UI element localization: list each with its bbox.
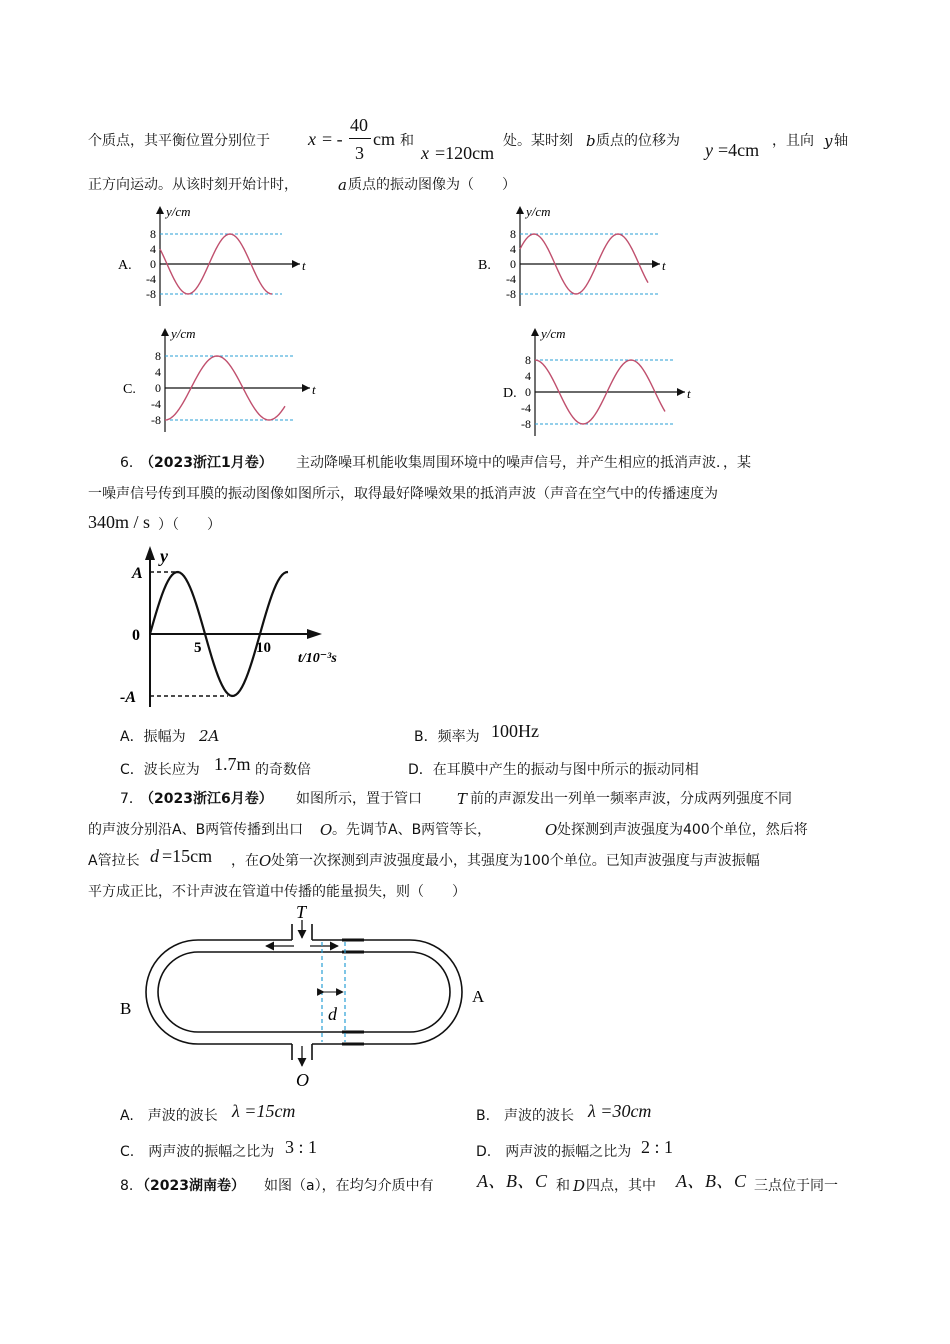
t-label: t: [302, 258, 306, 273]
q5-b-label: b: [586, 132, 596, 150]
tick-label: -4: [506, 272, 516, 286]
q5-y-val: =4cm: [718, 140, 760, 160]
q6-option-d[interactable]: D．在耳膜中产生的振动与图中所示的振动同相: [408, 762, 699, 778]
q6-line3-tail: ）（ ）: [158, 517, 221, 533]
tick-label: 4: [150, 242, 156, 256]
tick-label: -4: [146, 272, 156, 286]
q7-O3: O: [259, 852, 272, 870]
q7-line2b: 。先调节A、B两管等长，: [332, 822, 492, 838]
q7-line4: 平方成正比，不计声波在管道中传播的能量损失，则（ ）: [88, 884, 466, 900]
q5-y-axis: y: [824, 132, 833, 150]
pipe-diagram: [110, 900, 510, 1090]
q6-speed: 340m / s: [88, 512, 151, 532]
q5-x1-eq: = -: [322, 129, 343, 149]
q6-source: （2023浙江1月卷）: [140, 455, 273, 471]
tick-label: 8: [150, 227, 156, 241]
q6-option-b[interactable]: B．频率为: [414, 729, 480, 745]
tick-label: 0: [510, 257, 516, 271]
label-d: d: [328, 1004, 337, 1024]
q7-line3b: ，在: [231, 853, 259, 869]
option-b-graph: [470, 200, 670, 310]
q7-option-d[interactable]: D. 两声波的振幅之比为: [476, 1144, 632, 1160]
q8-line1c: 三点位于同一: [754, 1178, 838, 1194]
tick-label: 0: [525, 385, 531, 399]
q7-O: O: [320, 821, 333, 839]
fraction-bar: [349, 138, 371, 139]
q8-D: D: [573, 1177, 586, 1195]
q6-line1: 主动降噪耳机能收集周围环境中的噪声信号，并产生相应的抵消声波．，某: [296, 455, 751, 471]
y-label: y/cm: [541, 326, 566, 341]
t-axis-arrow: [307, 629, 322, 639]
q5-text-line1b: 处。某时刻: [503, 133, 573, 149]
y-axis-arrow: [161, 328, 169, 336]
q8-number: 8.: [120, 1178, 134, 1194]
q7-line1a: 如图所示，置于管口: [296, 791, 422, 807]
q5-text-line1e: 轴: [834, 133, 848, 149]
tick-label: -8: [151, 413, 161, 427]
q7-number: 7．: [120, 791, 143, 807]
q5-text-line1a: 个质点，其平衡位置分别位于: [88, 133, 270, 149]
label-O: O: [296, 1070, 309, 1090]
q7-O2: O: [545, 821, 558, 839]
q7-T: T: [457, 790, 468, 808]
q6-option-c-tail: 的奇数倍: [255, 762, 311, 778]
q8-line1a: 如图（a），在均匀介质中有: [264, 1178, 434, 1194]
option-d-graph: [495, 322, 715, 437]
tick-label: 8: [155, 349, 161, 363]
tick-label: 4: [155, 365, 161, 379]
neg-amplitude-label: -A: [120, 689, 136, 706]
q5-frac-num: 40: [350, 115, 368, 135]
q7-option-c-value: 3 : 1: [285, 1137, 318, 1157]
q7-option-b-value: λ =30cm: [588, 1101, 652, 1121]
t5-label: 5: [194, 640, 202, 656]
q7-option-a-value: λ =15cm: [232, 1101, 296, 1121]
q5-and: 和: [400, 133, 414, 149]
q8-points-2: A、B、C: [676, 1171, 746, 1191]
tick-label: -4: [521, 401, 531, 415]
y-axis-arrow: [531, 328, 539, 336]
q7-line2a: 的声波分别沿A、B两管传播到出口: [88, 822, 304, 838]
q7-line3a: A管拉长: [88, 853, 140, 869]
tick-label: -4: [151, 397, 161, 411]
outer-pipe-wall: [146, 940, 292, 1044]
tick-label: 8: [510, 227, 516, 241]
y-label: y/cm: [171, 326, 196, 341]
q7-option-d-value: 2 : 1: [641, 1137, 674, 1157]
tick-label: -8: [506, 287, 516, 301]
q6-number: 6．: [120, 455, 143, 471]
t-label: t: [312, 382, 316, 397]
y-label: y: [160, 546, 168, 566]
label-B: B: [120, 999, 132, 1018]
q6-option-a-value: 2A: [199, 727, 220, 745]
label-A: A: [472, 987, 485, 1006]
y-axis-arrow: [145, 546, 155, 560]
q5-text-line1d: ，且向: [772, 133, 814, 149]
y-label: y/cm: [166, 204, 191, 219]
q8-and: 和: [556, 1178, 570, 1194]
q5-unit-cm: cm: [373, 129, 395, 149]
q8-line1b: 四点，其中: [586, 1178, 656, 1194]
q5-text-line2a: 正方向运动。从该时刻开始计时，: [88, 177, 298, 193]
q7-line3c: 处第一次探测到声波强度最小，其强度为100个单位。已知声波强度与声波振幅: [271, 853, 760, 869]
option-c-graph: [115, 322, 335, 437]
y-axis-arrow: [156, 206, 164, 214]
t-axis-arrow: [302, 384, 310, 392]
q7-d-val: =15cm: [162, 846, 213, 866]
q8-points-1: A、B、C: [477, 1171, 547, 1191]
t-axis-arrow: [652, 260, 660, 268]
t-axis-arrow: [292, 260, 300, 268]
tick-label: 0: [155, 381, 161, 395]
q5-x1-var: x: [308, 129, 316, 149]
t-axis-arrow: [677, 388, 685, 396]
q6-option-b-value: 100Hz: [491, 721, 539, 741]
q7-d-var: d: [150, 846, 159, 866]
q7-option-c[interactable]: C. 两声波的振幅之比为: [120, 1144, 275, 1160]
q7-option-a[interactable]: A. 声波的波长: [120, 1108, 218, 1124]
option-a-graph: [110, 200, 310, 310]
q5-text-line1c: 质点的位移为: [596, 133, 680, 149]
q5-x2-val: =120cm: [435, 143, 495, 163]
tick-label: 4: [510, 242, 516, 256]
q7-option-b[interactable]: B. 声波的波长: [476, 1108, 575, 1124]
q6-line2: 一噪声信号传到耳膜的振动图像如图所示，取得最好降噪效果的抵消声波（声音在空气中的传播速度为: [88, 486, 718, 502]
q7-line1b: 前的声源发出一列单一频率声波，分成两列强度不同: [470, 791, 792, 807]
y-label: y/cm: [526, 204, 551, 219]
tick-label: 4: [525, 369, 531, 383]
t-label: t: [687, 386, 691, 401]
option-label: B.: [478, 258, 491, 273]
q5-text-line2b: 质点的振动图像为（ ）: [348, 177, 516, 193]
tick-label: 0: [150, 257, 156, 271]
q7-line2c: 处探测到声波强度为400个单位，然后将: [557, 822, 808, 838]
option-label: A.: [118, 258, 132, 273]
origin-label: 0: [132, 627, 140, 644]
q5-frac-den: 3: [355, 143, 364, 163]
t-unit-label: t/10⁻³s: [298, 651, 337, 666]
t10-label: 10: [256, 640, 271, 656]
q7-source: （2023浙江6月卷）: [140, 791, 273, 807]
q5-y-var: y: [705, 140, 713, 160]
q6-option-c-value: 1.7m: [214, 754, 251, 774]
t-label: t: [662, 258, 666, 273]
option-label: D.: [503, 386, 517, 401]
amplitude-label: A: [132, 565, 143, 582]
tick-label: -8: [521, 417, 531, 431]
q6-option-c[interactable]: C．波长应为: [120, 762, 200, 778]
option-label: C.: [123, 382, 136, 397]
tick-label: -8: [146, 287, 156, 301]
noise-vibration-graph: [110, 542, 350, 712]
q6-option-a[interactable]: A．振幅为: [120, 729, 186, 745]
q5-a-label: a: [338, 176, 347, 194]
label-T: T: [296, 902, 307, 922]
tick-label: 8: [525, 353, 531, 367]
y-axis-arrow: [516, 206, 524, 214]
q8-source: （2023湖南卷）: [136, 1178, 245, 1194]
q5-x2-var: x: [421, 143, 429, 163]
inner-pipe-wall: [158, 952, 450, 1032]
